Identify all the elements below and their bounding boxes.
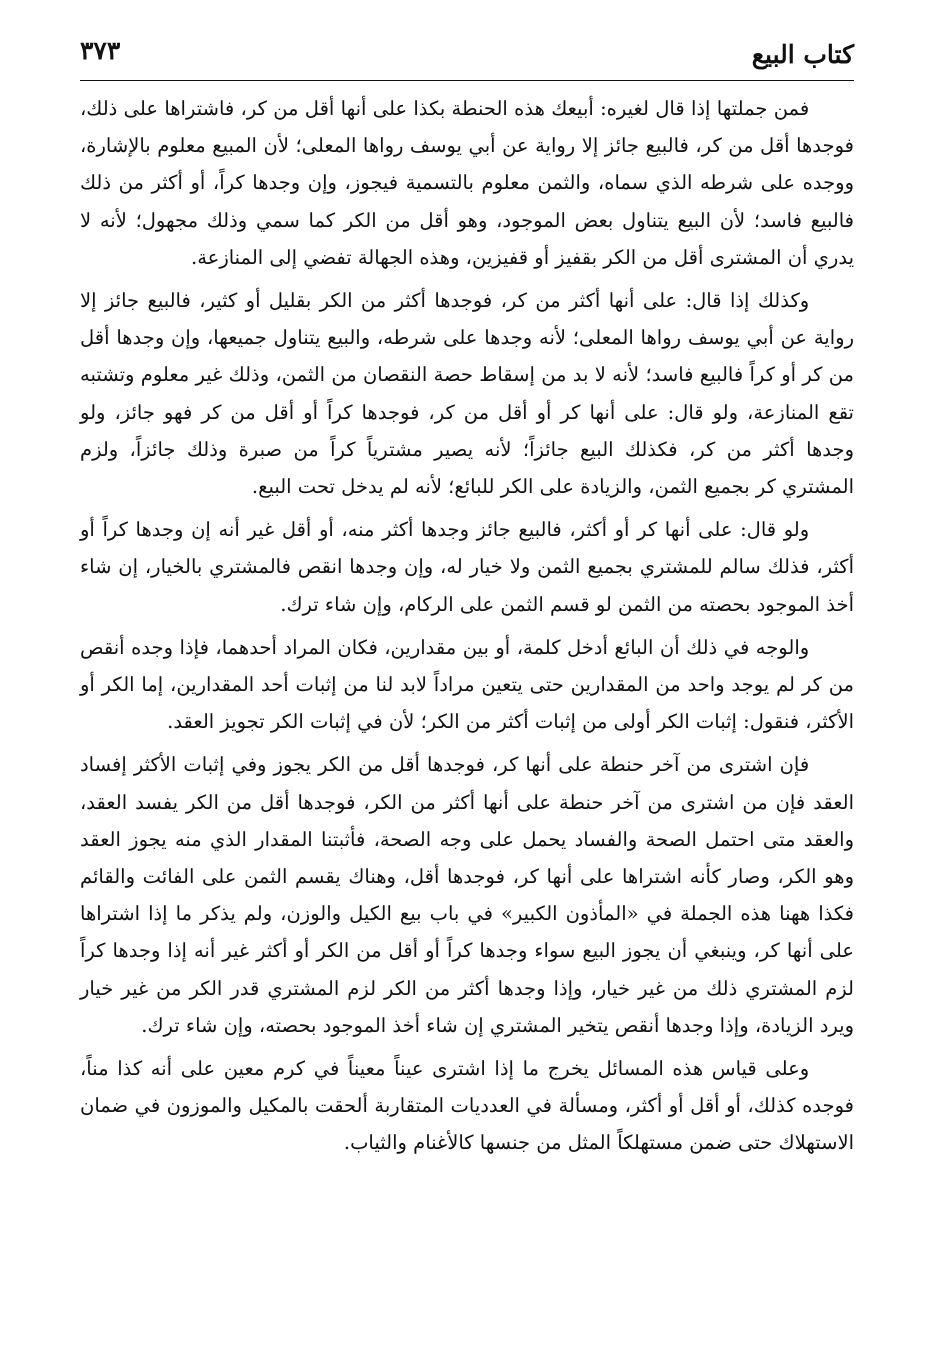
running-head-title: كتاب البيع [751, 40, 854, 69]
page-number: ٣٧٣ [80, 36, 121, 65]
paragraph-3: ولو قال: على أنها كر أو أكثر، فالبيع جائز وجدها أكثر منه، أو أقل غير أنه إن وجدها كراً أو أكثر، فذلك سالم للمشتري بجميع الثمن ولا خيار له، وإن وجدها انقص فالمشتري بالخيار، إن شاء أخذ الموجود بحصته من الثمن لو قسم الثمن على الركام، وإن شاء ترك. [80, 518, 854, 616]
paragraph-4: والوجه في ذلك أن البائع أدخل كلمة، أو بين مقدارين، فكان المراد أحدهما، فإذا وجده أنقص من كر لم يوجد واحد من المقدارين حتى يتعين مراداً لابد لنا من إثبات أحد المقدارين، إما الكر أو الأكثر، فنقول: إثبات الكر أولى من إثبات أكثر من الكر؛ لأن في إثبات الكر تجويز العقد. [80, 635, 854, 734]
paragraph-1: فمن جملتها إذا قال لغيره: أبيعك هذه الحنطة بكذا على أنها أقل من كر، فاشتراها على ذلك، فوجدها أقل من كر، فالبيع جائز إلا رواية عن أبي يوسف رواها المعلى؛ لأن المبيع معلوم بالإشارة، ووجده على شرطه الذي سماه، والثمن معلوم بالتسمية فيجوز، وإن وجدها كراً، أو أكثر من ذلك فالبيع فاسد؛ لأن البيع يتناول بعض الموجود، وهو أقل من الكر كما سمي وذلك مجهول؛ لأنه لا يدري أن المشترى أقل من الكر بقفيز أو قفيزين، وهذه الجهالة تفضي إلى المنازعة. [80, 97, 854, 269]
paragraph-5: فإن اشترى من آخر حنطة على أنها كر، فوجدها أقل من الكر يجوز وفي إثبات الأكثر إفساد العقد فإن من اشترى من آخر حنطة على أنها أكثر من الكر، فوجدها أقل من الكر يفسد العقد، والعقد متى احتمل الصحة والفساد يحمل على وجه الصحة، فأثبتنا المقدار الذي منه يجوز العقد وهو الكر، وصار كأنه اشتراها على أنها كر، فوجدها أقل، وهناك يقسم الثمن على الفائت والقائم فكذا ههنا هذه الجملة في «المأذون الكبير» في باب بيع الكيل والوزن، ولم يذكر ما إذا اشتراها على أنها كر، وينبغي أن يجوز البيع سواء وجدها كراً أو أقل من الكر أو أكثر غير أنه إذا وجدها كراً لزم المشتري ذلك من غير خيار، وإذا وجدها أكثر من الكر لزم المشتري قدر الكر من غير خيار ويرد الزيادة، وإذا وجدها أنقص يتخير المشتري إن شاء أخذ الموجود بحصته، وإن شاء ترك. [80, 753, 854, 1037]
body-text [80, 90, 854, 1168]
page-header [80, 32, 854, 81]
paragraph-6: وعلى قياس هذه المسائل يخرج ما إذا اشترى عيناً معيناً في كرم معين على أنه كذا مناً، فوجده كذلك، أو أقل أو أكثر، ومسألة في العدديات المتقاربة ألحقت بالمكيل والموزون في ضمان الاستهلاك حتى ضمن مستهلكاً المثل من جنسها كالأغنام والثياب. [80, 1057, 854, 1155]
paragraph-2: وكذلك إذا قال: على أنها أكثر من كر، فوجدها أكثر من الكر بقليل أو كثير، فالبيع جائز إلا رواية عن أبي يوسف رواها المعلى؛ لأنه وجدها على شرطه، والبيع يتناول جميعها، وإن وجدها أقل من كر أو كراً فالبيع فاسد؛ لأنه لا بد من إسقاط حصة النقصان من الثمن، وذلك غير معلوم وتشتبه تقع المنازعة، ولو قال: على أنها كر أو أقل من كر، فوجدها كراً أو أقل من كر فهو جائز، ولو وجدها أكثر من كر، فكذلك البيع جائزاً؛ لأنه يصير مشترياً كراً من صبرة وذلك جائزاً، ولزم المشتري كر بجميع الثمن، والزيادة على الكر للبائع؛ لأنه لم يدخل تحت البيع. [80, 289, 854, 499]
